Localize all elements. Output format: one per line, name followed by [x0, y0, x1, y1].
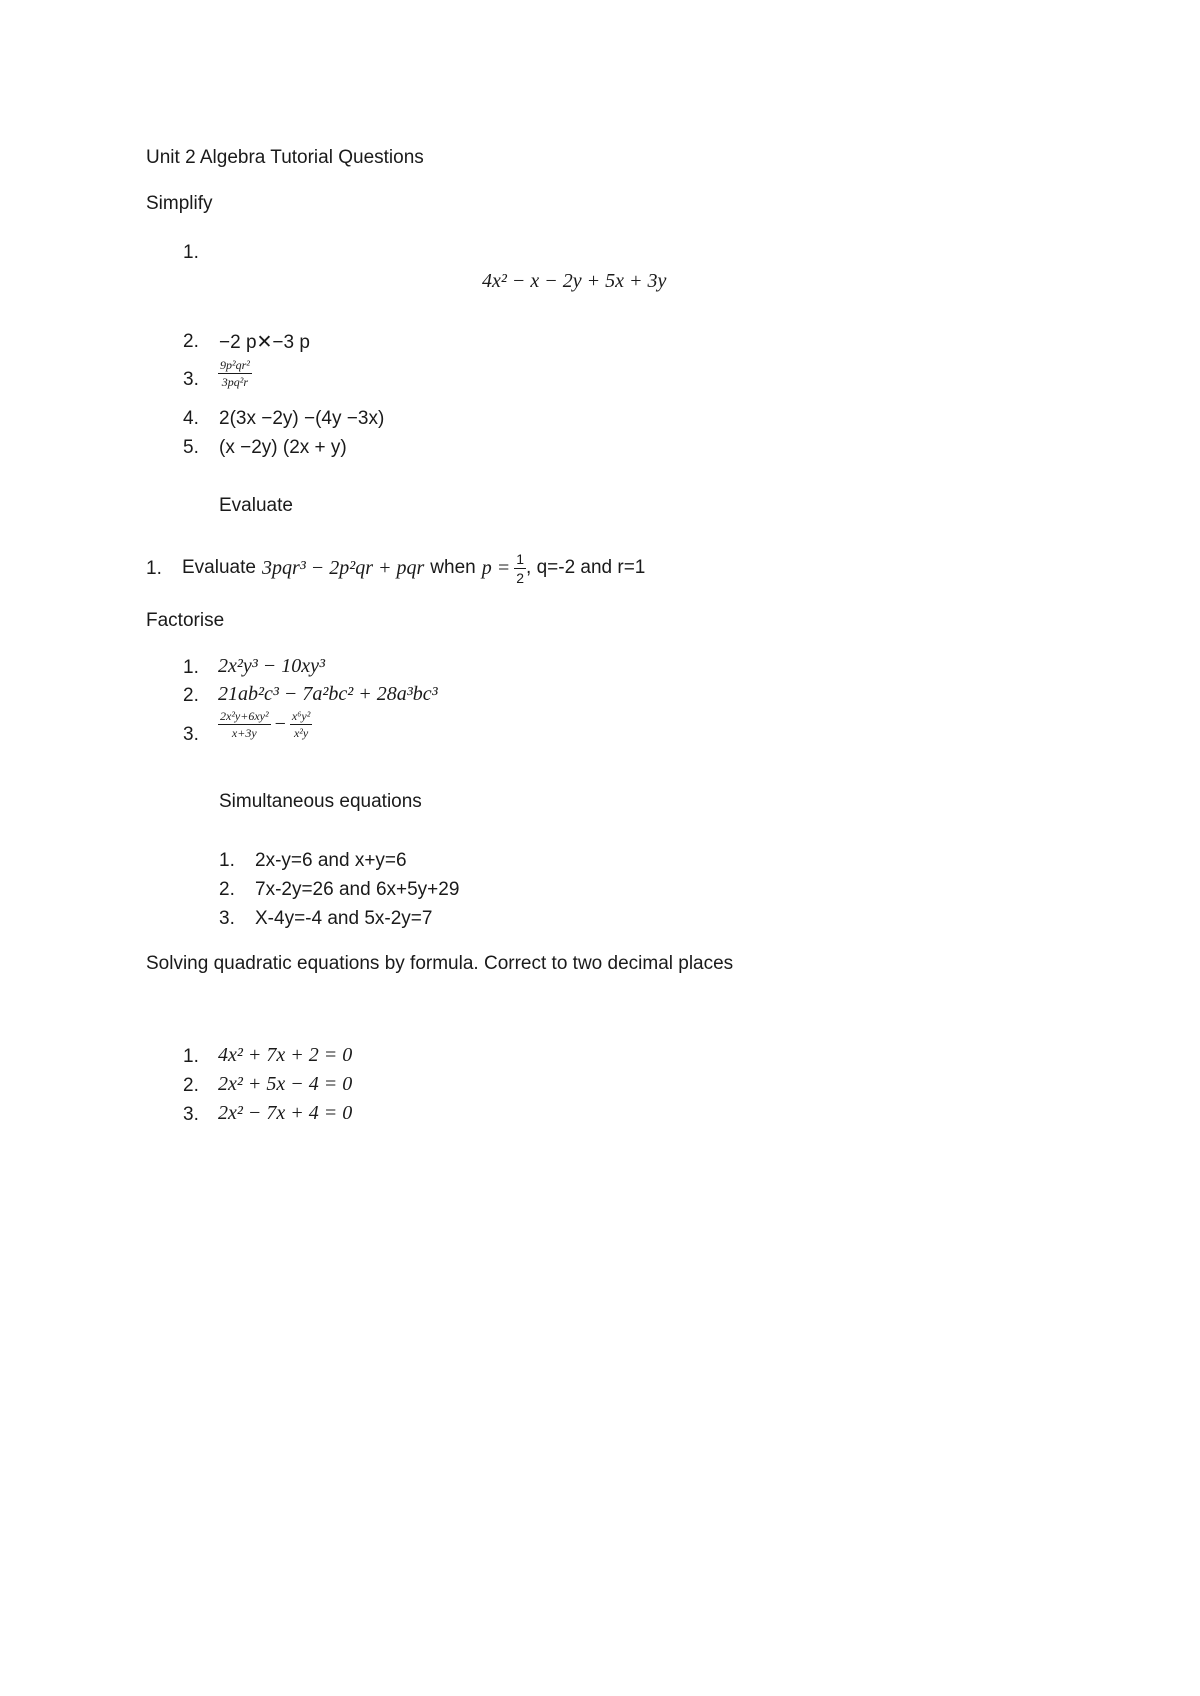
evaluate-p-label: p =: [481, 556, 511, 579]
quadratic-item-2-expression: 2x² + 5x − 4 = 0: [218, 1073, 353, 1095]
simultaneous-item-3-text: X-4y=-4 and 5x-2y=7: [255, 908, 433, 929]
simplify-item-5-number: 5.: [183, 437, 199, 458]
evaluate-p-numerator: 1: [516, 550, 525, 567]
fraction-1-denominator: x+3y: [231, 726, 257, 740]
quadratic-item-2-number: 2.: [183, 1075, 199, 1096]
factorise-item-2-number: 2.: [183, 685, 199, 706]
simultaneous-item-1-number: 1.: [219, 850, 235, 871]
evaluate-lead: Evaluate: [182, 557, 256, 578]
evaluate-p-denominator: 2: [516, 569, 525, 586]
evaluate-p-fraction: [514, 552, 526, 585]
evaluate-heading: Evaluate: [219, 495, 293, 516]
quadratic-heading: Solving quadratic equations by formula. Correct to two decimal places: [146, 953, 734, 974]
factorise-item-2-expression: 21ab²c³ − 7a²bc² + 28a³bc³: [218, 683, 438, 705]
fraction-1-numerator: 2x²y+6xy²: [220, 709, 269, 723]
simplify-item-4-number: 4.: [183, 408, 199, 429]
simplify-item-3-fraction: [218, 359, 252, 388]
simplify-item-1-number: 1.: [183, 242, 199, 263]
evaluate-rest: , q=-2 and r=1: [526, 557, 646, 578]
simplify-item-1-expression: 4x² − x − 2y + 5x + 3y: [482, 270, 667, 292]
simultaneous-item-2-text: 7x-2y=26 and 6x+5y+29: [255, 879, 460, 900]
evaluate-item-1: [182, 548, 645, 588]
simplify-item-5-expression: (x −2y) (2x + y): [219, 437, 347, 458]
page-title: Unit 2 Algebra Tutorial Questions: [146, 147, 424, 168]
simplify-heading: Simplify: [146, 193, 213, 214]
simplify-item-4-expression: 2(3x −2y) −(4y −3x): [219, 408, 385, 429]
fraction-denominator: 3pq²r: [221, 375, 249, 389]
evaluate-item-1-number: 1.: [146, 558, 162, 579]
simultaneous-item-2-number: 2.: [219, 879, 235, 900]
simplify-item-2-number: 2.: [183, 331, 199, 352]
fraction-2-denominator: x²y: [293, 726, 309, 740]
quadratic-item-3-expression: 2x² − 7x + 4 = 0: [218, 1102, 353, 1124]
evaluate-when: when: [430, 557, 476, 578]
factorise-item-3-expression: [218, 710, 312, 739]
simplify-item-3-number: 3.: [183, 369, 199, 390]
quadratic-item-3-number: 3.: [183, 1104, 199, 1125]
minus-operator: −: [274, 713, 286, 735]
fraction-numerator: 9p²qr²: [220, 358, 250, 372]
factorise-item-3-number: 3.: [183, 724, 199, 745]
quadratic-item-1-expression: 4x² + 7x + 2 = 0: [218, 1044, 353, 1066]
factorise-item-1-expression: 2x²y³ − 10xy³: [218, 655, 325, 677]
simultaneous-item-1-text: 2x-y=6 and x+y=6: [255, 850, 407, 871]
simplify-item-2-expression: −2 p✕−3 p: [219, 332, 310, 353]
factorise-heading: Factorise: [146, 610, 225, 631]
evaluate-expression: 3pqr³ − 2p²qr + pqr: [261, 556, 425, 579]
factorise-item-1-number: 1.: [183, 657, 199, 678]
fraction-2-numerator: x⁶y²: [291, 709, 311, 723]
quadratic-item-1-number: 1.: [183, 1046, 199, 1067]
simultaneous-item-3-number: 3.: [219, 908, 235, 929]
simultaneous-heading: Simultaneous equations: [219, 791, 422, 812]
